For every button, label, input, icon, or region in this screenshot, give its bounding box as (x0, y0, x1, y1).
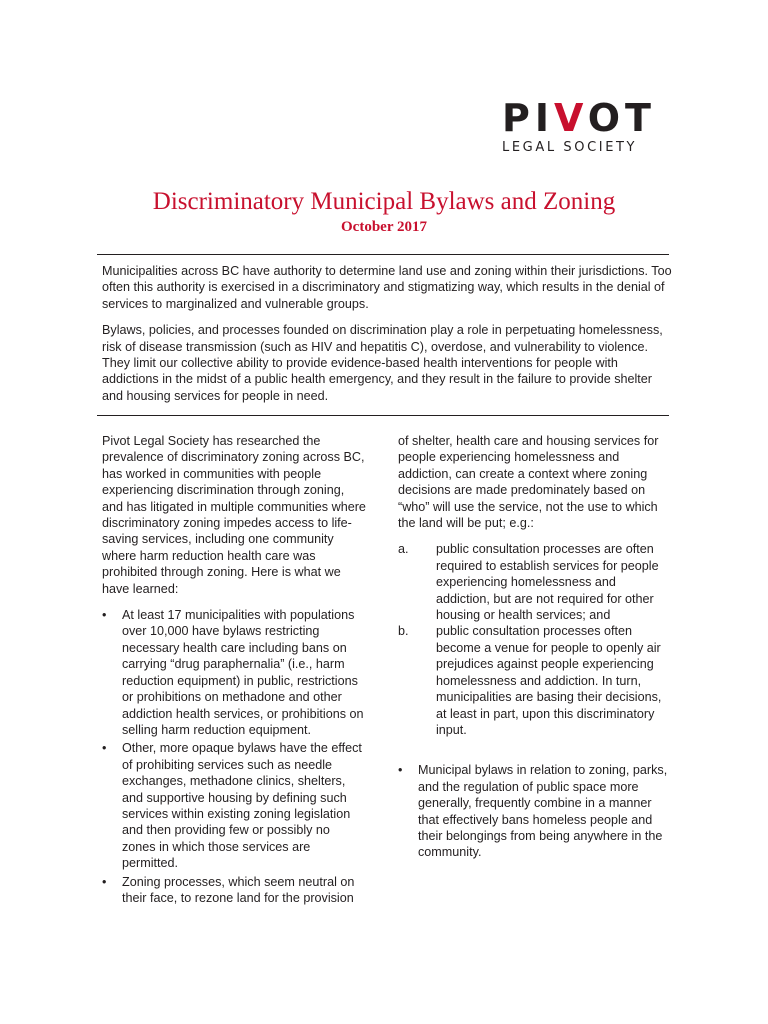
intro-paragraph-1: Municipalities across BC have authority to determine land use and zoning within their jurisdictions. Too often this authority is exercised in a discriminatory and stigmatizing way, which results in the denial of services to marginalized and vulnerable groups. (102, 264, 672, 311)
right-continuation-paragraph: of shelter, health care and housing services for people experiencing homelessness and addiction, can create a context where zoning decisions are made predominately based on “who” will use the service, not the use to which the land will be put; e.g.: (398, 434, 659, 531)
bullet-icon: • (102, 608, 107, 623)
pivot-legal-society-logo (502, 98, 662, 156)
intro-paragraph-2: Bylaws, policies, and processes founded on discrimination play a role in perpetuating homelessness, risk of disease transmission (such as HIV and hepatitis C), overdose, and vulnerability to violence. They limit our collective ability to provide evidence-based health interventions for people with addictions in the midst of a public health emergency, and they result in the failure to provide shelter and housing services for people in need. (102, 323, 663, 403)
intro-section (102, 263, 672, 414)
sub-list-item (398, 623, 673, 738)
sub-list (398, 541, 673, 738)
sub-list-text: public consultation processes often become a venue for people to openly air prejudices against people experiencing homelessness and addiction. In turn, municipalities are basing their decisions, at least in part, upon this discriminatory input. (436, 624, 662, 737)
list-item (102, 874, 367, 907)
sub-list-item (398, 541, 673, 623)
bullet-icon: • (102, 741, 107, 756)
document-date: October 2017 (341, 219, 427, 235)
logo-subtitle: LEGAL SOCIETY (502, 140, 638, 155)
document-title: Discriminatory Municipal Bylaws and Zoning (152, 188, 616, 215)
left-lead-paragraph: Pivot Legal Society has researched the prevalence of discriminatory zoning across BC, has worked in communities with people experiencing discrimination through zoning, and has litigated in multiple communities where discriminatory zoning impedes access to life-saving services, including one community where harm reduction health care was prohibited through zoning. Here is what we have learned: (102, 434, 366, 596)
top-divider (97, 254, 669, 255)
list-item-text: Municipal bylaws in relation to zoning, parks, and the regulation of public space more generally, frequently combine in a manner that effectively bans homeless people and their belongings from being anywhere in the community. (418, 763, 668, 860)
list-item (102, 740, 367, 871)
list-item-text: Other, more opaque bylaws have the effect of prohibiting services such as needle exchanges, methadone clinics, shelters, and supportive housing by defining such services within existing zoning legislation and then providing few or possibly no zones in which those services are permitted. (122, 741, 362, 871)
findings-list (102, 607, 367, 906)
sub-list-marker: a. (398, 542, 409, 557)
logo-word-accent: V (554, 96, 588, 140)
left-column (102, 433, 367, 908)
sub-list-marker: b. (398, 624, 409, 639)
list-item (102, 607, 367, 738)
list-item (398, 762, 673, 860)
right-findings-list (398, 762, 673, 860)
list-item-text: At least 17 municipalities with populations over 10,000 have bylaws restricting necessary health care including bans on carrying “drug paraphernalia” (i.e., harm reduction equipment) in public, restrictions or prohibitions on methadone and other addiction health services, or prohibitions on selling harm reduction equipment. (122, 608, 364, 737)
list-item-text: Zoning processes, which seem neutral on their face, to rezone land for the provision (122, 874, 355, 905)
sub-list-text: public consultation processes are often required to establish services for people experiencing homelessness and addiction, but are not required for other housing or health services; and (436, 542, 659, 623)
section-divider (97, 415, 669, 416)
bullet-icon: • (102, 874, 107, 889)
logo-wordmark (502, 98, 662, 138)
logo-word-end: OT (587, 96, 656, 140)
right-column (398, 433, 673, 863)
bullet-icon: • (398, 763, 403, 778)
logo-word-start: PI (502, 96, 554, 140)
